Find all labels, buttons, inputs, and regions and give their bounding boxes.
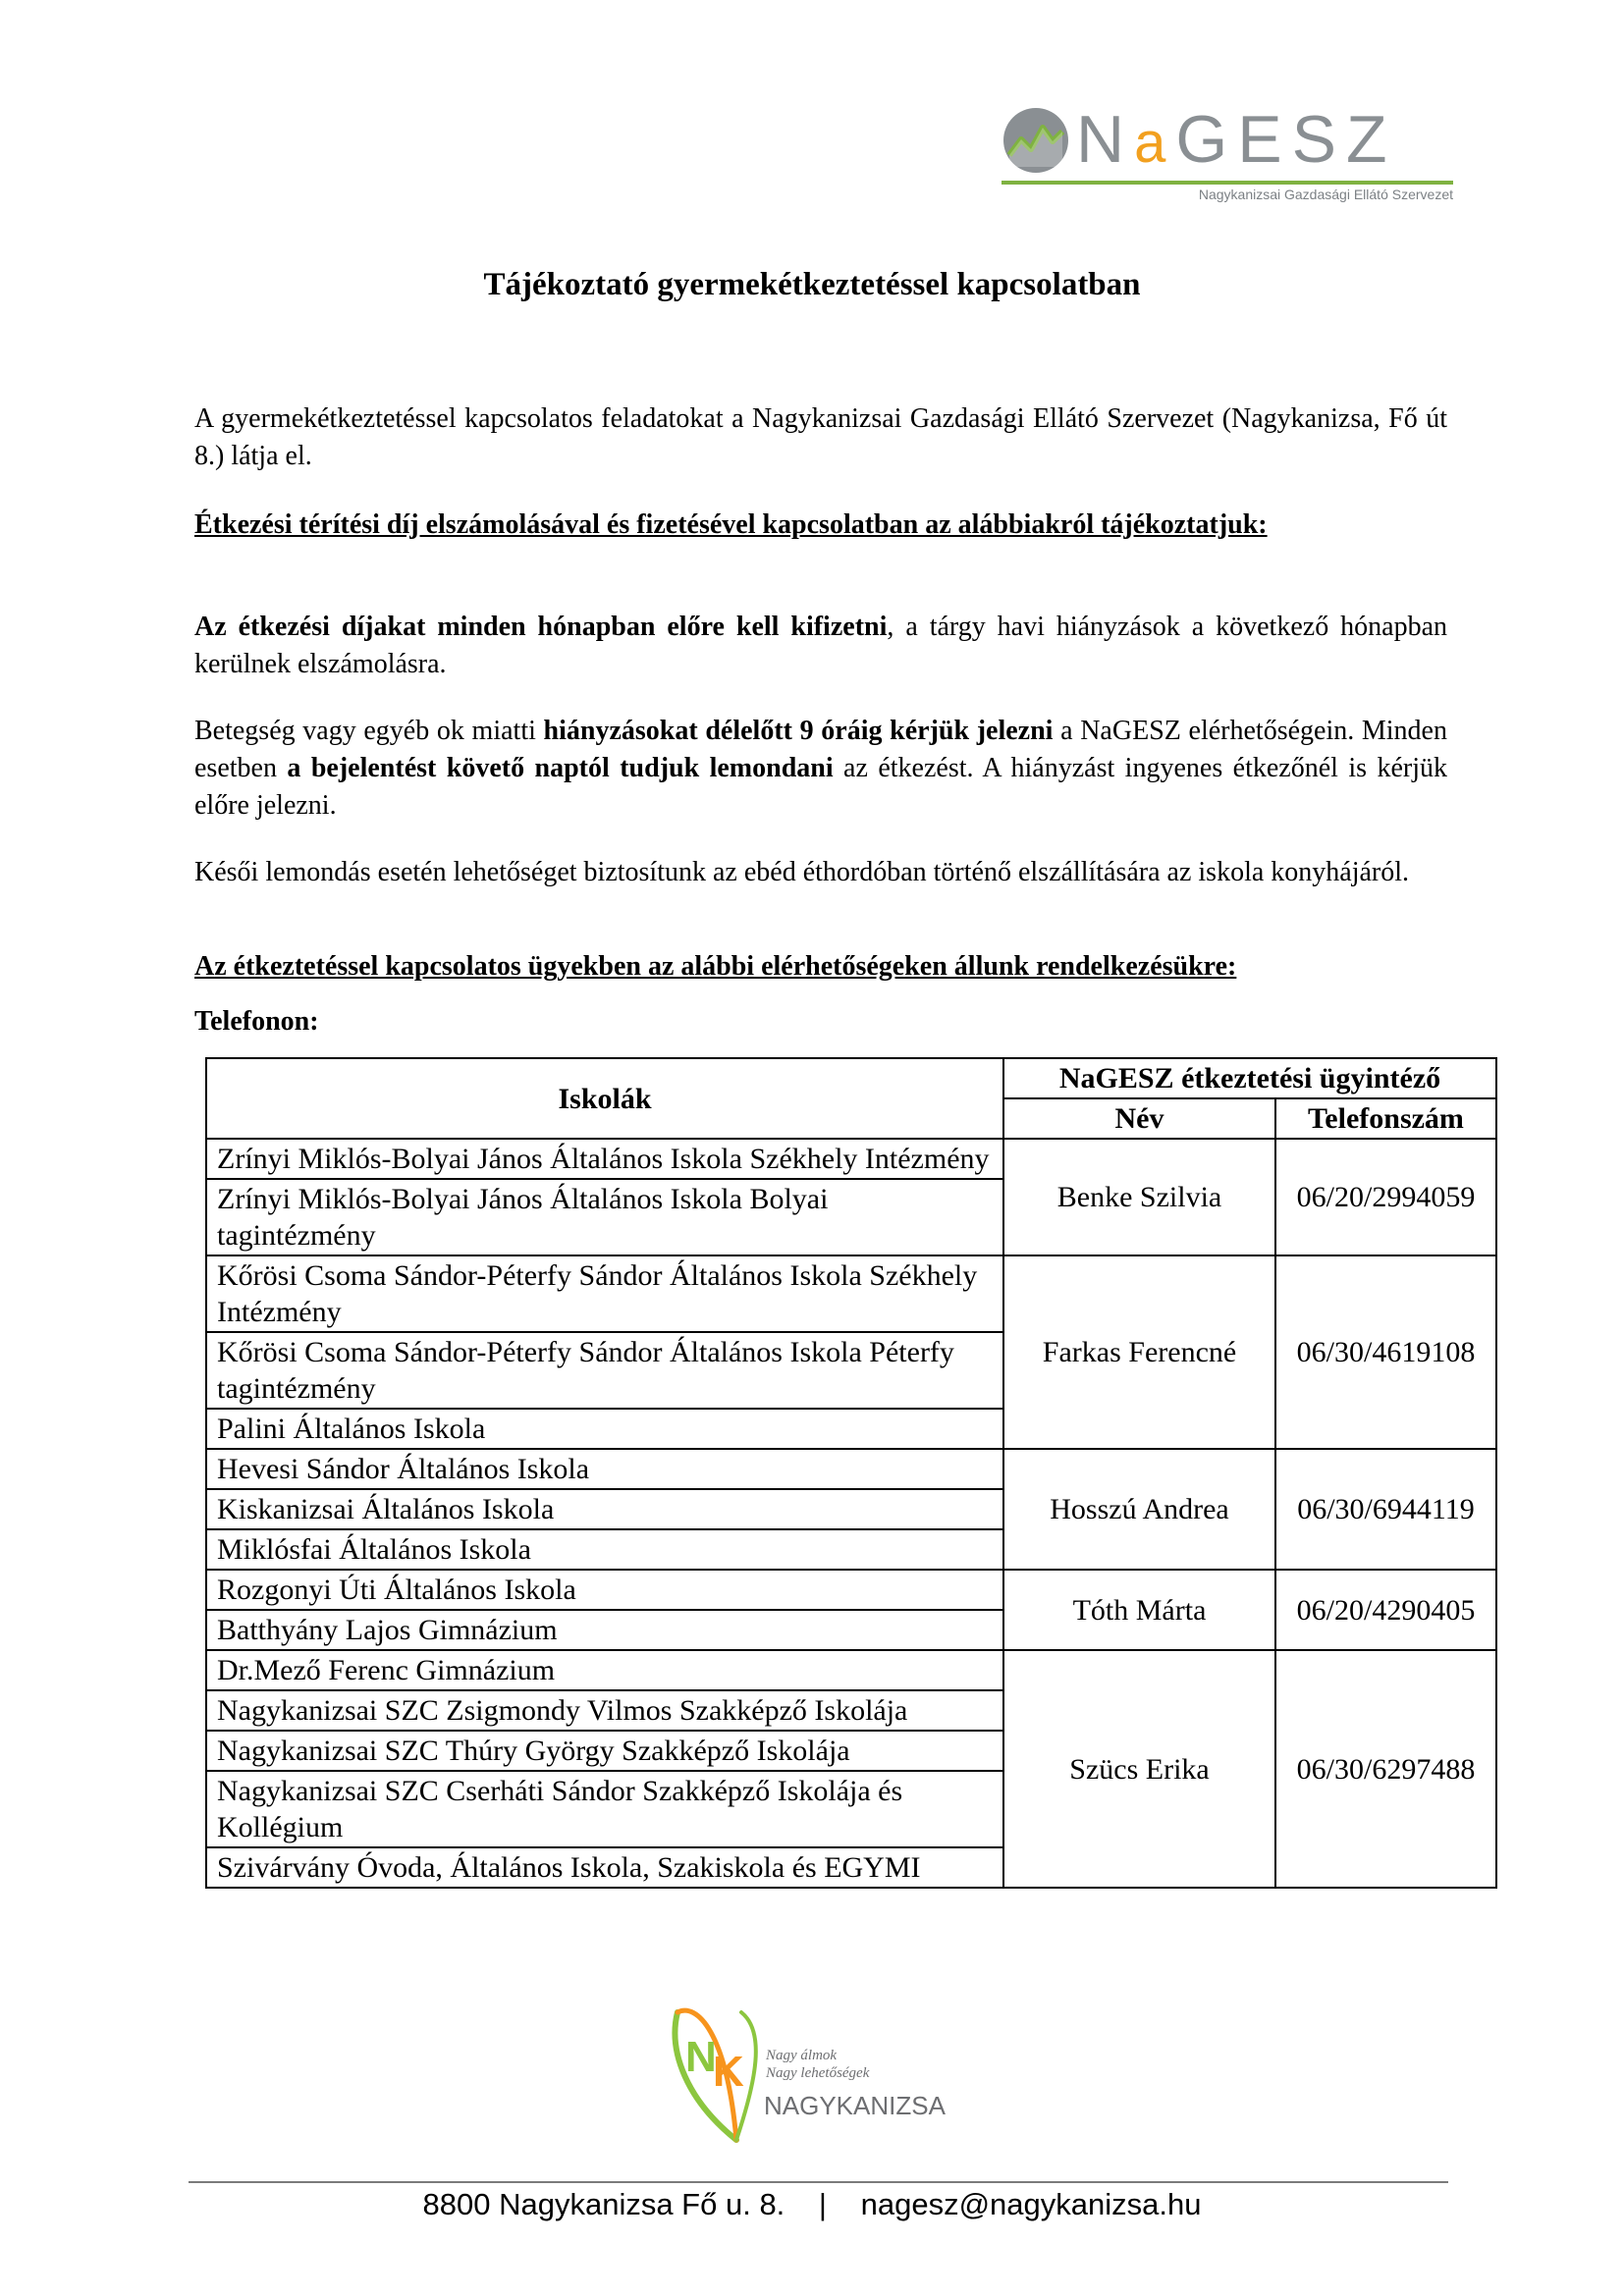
school-cell: Dr.Mező Ferenc Gimnázium [206, 1650, 1003, 1690]
city-logo-line2: Nagy lehetőségek [766, 2065, 870, 2081]
school-cell: Kőrösi Csoma Sándor-Péterfy Sándor Általános Iskola Székhely Intézmény [206, 1255, 1003, 1332]
nagykanizsa-city-logo [658, 1993, 952, 2160]
school-cell: Hevesi Sándor Általános Iskola [206, 1449, 1003, 1489]
city-logo-line1: Nagy álmok [766, 2048, 838, 2063]
footer-email: nagesz@nagykanizsa.hu [860, 2187, 1202, 2221]
footer-separator: | [818, 2187, 827, 2221]
city-logo-name: NAGYKANIZSA [764, 2091, 946, 2120]
absence-text-2: a NaGESZ elérhetőségein. Minden esetben [194, 716, 1447, 783]
col-header-name: Név [1003, 1098, 1275, 1139]
school-cell: Palini Általános Iskola [206, 1409, 1003, 1449]
school-cell: Nagykanizsai SZC Zsigmondy Vilmos Szakképző Iskolája [206, 1690, 1003, 1731]
nagesz-logo [992, 98, 1453, 202]
contact-phone-cell: 06/30/4619108 [1275, 1255, 1496, 1449]
contact-phone-cell: 06/30/6944119 [1275, 1449, 1496, 1570]
absence-paragraph [194, 713, 1447, 825]
absence-text-3: az étkezést. A hiányzást ingyenes étkezőnél is kérjük előre jelezni. [194, 753, 1447, 821]
contact-name-cell: Tóth Márta [1003, 1570, 1275, 1650]
footer [0, 2187, 1624, 2222]
col-header-schools: Iskolák [206, 1058, 1003, 1139]
fee-paragraph-rest: , a tárgy havi hiányzások a következő hónapban kerülnek elszámolásra. [194, 612, 1447, 679]
table-row [206, 1139, 1496, 1179]
school-cell: Batthyány Lajos Gimnázium [206, 1610, 1003, 1650]
table-row [206, 1570, 1496, 1610]
nagesz-logo-wordmark: NaGESZ [1076, 102, 1397, 177]
svg-text:K: K [713, 2048, 744, 2096]
col-header-group: NaGESZ étkeztetési ügyintéző [1003, 1058, 1496, 1098]
contact-heading: Az étkeztetéssel kapcsolatos ügyekben az alábbi elérhetőségeken állunk rendelkezésükre: [194, 951, 1237, 982]
school-cell: Kiskanizsai Általános Iskola [206, 1489, 1003, 1529]
school-cell: Nagykanizsai SZC Thúry György Szakképző Iskolája [206, 1731, 1003, 1771]
contact-name-cell: Szücs Erika [1003, 1650, 1275, 1888]
contact-phone-cell: 06/30/6297488 [1275, 1650, 1496, 1888]
contact-name-cell: Farkas Ferencné [1003, 1255, 1275, 1449]
contact-phone-cell: 06/20/4290405 [1275, 1570, 1496, 1650]
fee-paragraph [194, 609, 1447, 683]
col-header-phone: Telefonszám [1275, 1098, 1496, 1139]
nagesz-logo-underline [1001, 181, 1453, 185]
late-cancellation-paragraph: Késői lemondás esetén lehetőséget biztosítunk az ebéd éthordóban történő elszállítására az iskola konyhájáról. [194, 857, 1410, 887]
intro-paragraph: A gyermekétkeztetéssel kapcsolatos feladatokat a Nagykanizsai Gazdasági Ellátó Szervezet (Nagykanizsa, Fő út 8.) látja el. [194, 403, 1447, 471]
school-cell: Rozgonyi Úti Általános Iskola [206, 1570, 1003, 1610]
absence-bold-2: a bejelentést követő naptól tudjuk lemondani [287, 753, 834, 783]
fee-paragraph-bold: Az étkezési díjakat minden hónapban előre kell kifizetni [194, 612, 888, 642]
footer-divider [189, 2181, 1448, 2183]
contact-name-cell: Hosszú Andrea [1003, 1449, 1275, 1570]
table-row [206, 1449, 1496, 1489]
footer-address: 8800 Nagykanizsa Fő u. 8. [422, 2187, 785, 2221]
absence-text-1: Betegség vagy egyéb ok miatti [194, 716, 544, 746]
school-cell: Zrínyi Miklós-Bolyai János Általános Iskola Bolyai tagintézmény [206, 1179, 1003, 1255]
school-cell: Miklósfai Általános Iskola [206, 1529, 1003, 1570]
nagesz-logo-mark-icon [1001, 106, 1070, 175]
absence-bold-1: hiányzásokat délelőtt 9 óráig kérjük jelezni [543, 716, 1054, 746]
school-cell: Szivárvány Óvoda, Általános Iskola, Szakiskola és EGYMI [206, 1847, 1003, 1888]
contact-phone-cell: 06/20/2994059 [1275, 1139, 1496, 1255]
fee-heading: Étkezési térítési díj elszámolásával és fizetésével kapcsolatban az alábbiakról tájékoztatjuk: [194, 509, 1268, 540]
school-cell: Nagykanizsai SZC Cserháti Sándor Szakképző Iskolája és Kollégium [206, 1771, 1003, 1847]
table-row [206, 1650, 1496, 1690]
contact-name-cell: Benke Szilvia [1003, 1139, 1275, 1255]
nagesz-logo-subtitle: Nagykanizsai Gazdasági Ellátó Szervezet [1198, 187, 1453, 202]
contacts-table [205, 1057, 1497, 1889]
school-cell: Kőrösi Csoma Sándor-Péterfy Sándor Általános Iskola Péterfy tagintézmény [206, 1332, 1003, 1409]
phone-label: Telefonon: [194, 1006, 319, 1037]
page-title: Tájékoztató gyermekétkeztetéssel kapcsolatban [483, 267, 1141, 302]
svg-text:N: N [685, 2033, 717, 2081]
school-cell: Zrínyi Miklós-Bolyai János Általános Iskola Székhely Intézmény [206, 1139, 1003, 1179]
table-row [206, 1255, 1496, 1332]
